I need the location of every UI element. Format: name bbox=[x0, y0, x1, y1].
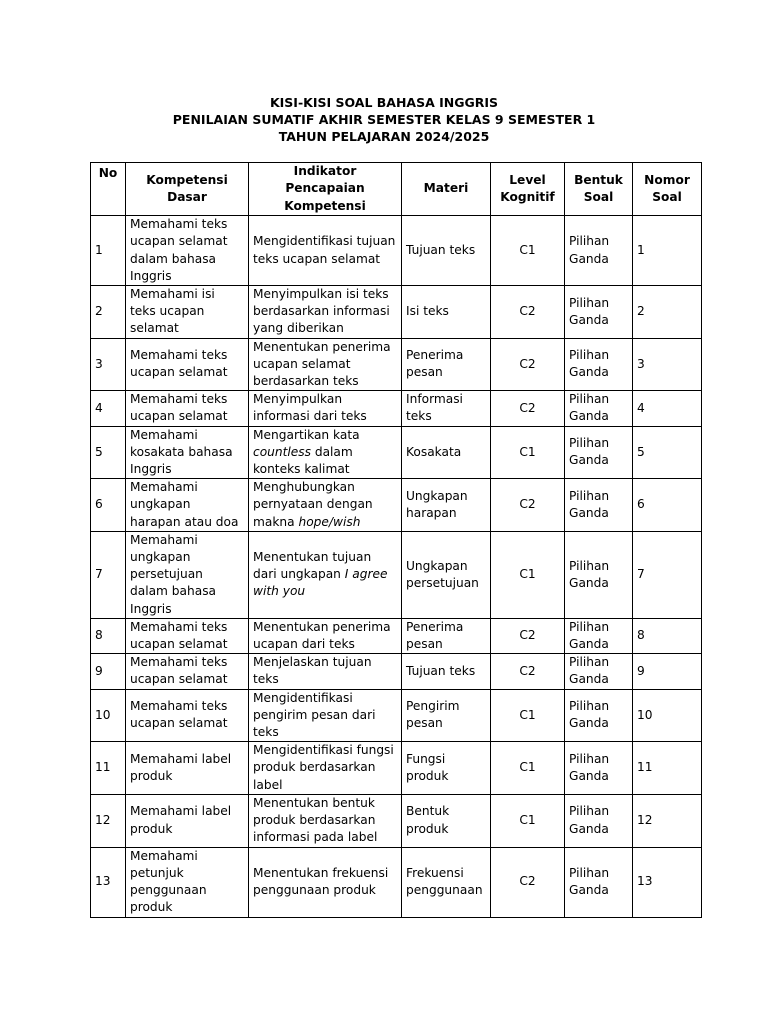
indikator-text: Menentukan penerima ucapan dari teks bbox=[253, 619, 391, 652]
cell-materi: Kosakata bbox=[402, 426, 491, 479]
cell-materi: Ungkapan harapan bbox=[402, 479, 491, 532]
cell-kompetensi-dasar: Memahami label produk bbox=[126, 794, 249, 847]
cell-bentuk-soal: Pilihan Ganda bbox=[565, 479, 633, 532]
cell-nomor-soal: 6 bbox=[633, 479, 702, 532]
cell-nomor-soal: 2 bbox=[633, 286, 702, 339]
cell-indikator bbox=[249, 618, 402, 653]
cell-bentuk-soal: Pilihan Ganda bbox=[565, 426, 633, 479]
header-nomor-soal: Nomor Soal bbox=[633, 163, 702, 216]
cell-nomor-soal: 10 bbox=[633, 689, 702, 742]
cell-nomor-soal: 9 bbox=[633, 654, 702, 689]
table-row bbox=[91, 338, 702, 391]
header-row bbox=[91, 163, 702, 216]
cell-indikator bbox=[249, 742, 402, 795]
cell-indikator bbox=[249, 216, 402, 286]
cell-no: 9 bbox=[91, 654, 126, 689]
table-row bbox=[91, 426, 702, 479]
cell-level-kognitif: C1 bbox=[491, 689, 565, 742]
cell-indikator bbox=[249, 531, 402, 618]
table-row bbox=[91, 391, 702, 426]
cell-level-kognitif: C2 bbox=[491, 618, 565, 653]
table-row bbox=[91, 794, 702, 847]
indikator-text: Menjelaskan tujuan teks bbox=[253, 655, 372, 687]
cell-materi: Tujuan teks bbox=[402, 654, 491, 689]
header-indikator: Indikator Pencapaian Kompetensi bbox=[249, 163, 402, 216]
cell-bentuk-soal: Pilihan Ganda bbox=[565, 618, 633, 653]
indikator-text: Menyimpulkan isi teks berdasarkan informasi yang diberikan bbox=[253, 287, 390, 336]
header-bentuk-soal: Bentuk Soal bbox=[565, 163, 633, 216]
cell-no: 10 bbox=[91, 689, 126, 742]
cell-kompetensi-dasar: Memahami label produk bbox=[126, 742, 249, 795]
header-no: No bbox=[91, 163, 126, 216]
cell-level-kognitif: C2 bbox=[491, 479, 565, 532]
cell-bentuk-soal: Pilihan Ganda bbox=[565, 531, 633, 618]
indikator-text: Mengidentifikasi pengirim pesan dari teks bbox=[253, 690, 376, 740]
cell-bentuk-soal: Pilihan Ganda bbox=[565, 391, 633, 426]
cell-no: 8 bbox=[91, 618, 126, 653]
cell-bentuk-soal: Pilihan Ganda bbox=[565, 338, 633, 391]
cell-level-kognitif: C2 bbox=[491, 286, 565, 339]
cell-indikator bbox=[249, 689, 402, 742]
cell-kompetensi-dasar: Memahami teks ucapan selamat bbox=[126, 689, 249, 742]
cell-kompetensi-dasar: Memahami ungkapan persetujuan dalam bahasa Inggris bbox=[126, 531, 249, 618]
indikator-text: Mengidentifikasi fungsi produk berdasarkan label bbox=[253, 743, 394, 792]
cell-kompetensi-dasar: Memahami teks ucapan selamat bbox=[126, 654, 249, 689]
cell-nomor-soal: 5 bbox=[633, 426, 702, 479]
cell-nomor-soal: 3 bbox=[633, 338, 702, 391]
title-line-3: TAHUN PELAJARAN 2024/2025 bbox=[278, 129, 490, 144]
indikator-text: Menghubungkan pernyataan dengan makna bbox=[253, 480, 373, 529]
cell-level-kognitif: C2 bbox=[491, 391, 565, 426]
indikator-text: Menentukan penerima ucapan selamat berdasarkan teks bbox=[253, 339, 391, 389]
cell-indikator bbox=[249, 479, 402, 532]
table-body bbox=[91, 216, 702, 918]
cell-no: 7 bbox=[91, 531, 126, 618]
cell-kompetensi-dasar: Memahami teks ucapan selamat bbox=[126, 391, 249, 426]
cell-level-kognitif: C1 bbox=[491, 531, 565, 618]
table-row bbox=[91, 618, 702, 653]
table-row bbox=[91, 742, 702, 795]
cell-nomor-soal: 13 bbox=[633, 847, 702, 917]
cell-nomor-soal: 4 bbox=[633, 391, 702, 426]
cell-bentuk-soal: Pilihan Ganda bbox=[565, 847, 633, 917]
table-row bbox=[91, 216, 702, 286]
cell-no: 5 bbox=[91, 426, 126, 479]
cell-nomor-soal: 8 bbox=[633, 618, 702, 653]
cell-materi: Ungkapan persetujuan bbox=[402, 531, 491, 618]
cell-materi: Penerima pesan bbox=[402, 338, 491, 391]
indikator-text: Menentukan tujuan dari ungkapan bbox=[253, 550, 372, 582]
indikator-italic-text: hope/wish bbox=[298, 514, 361, 529]
cell-materi: Frekuensi penggunaan bbox=[402, 847, 491, 917]
cell-no: 11 bbox=[91, 742, 126, 795]
indikator-italic-text: countless bbox=[253, 444, 311, 459]
cell-materi: Bentuk produk bbox=[402, 794, 491, 847]
cell-materi: Isi teks bbox=[402, 286, 491, 339]
cell-materi: Fungsi produk bbox=[402, 742, 491, 795]
cell-indikator bbox=[249, 654, 402, 689]
cell-level-kognitif: C1 bbox=[491, 426, 565, 479]
cell-materi: Informasi teks bbox=[402, 391, 491, 426]
cell-bentuk-soal: Pilihan Ganda bbox=[565, 216, 633, 286]
document-title bbox=[0, 94, 768, 145]
table-row bbox=[91, 531, 702, 618]
cell-kompetensi-dasar: Memahami isi teks ucapan selamat bbox=[126, 286, 249, 339]
cell-bentuk-soal: Pilihan Ganda bbox=[565, 689, 633, 742]
cell-nomor-soal: 7 bbox=[633, 531, 702, 618]
cell-materi: Penerima pesan bbox=[402, 618, 491, 653]
indikator-text: Menentukan frekuensi penggunaan produk bbox=[253, 865, 389, 897]
cell-indikator bbox=[249, 391, 402, 426]
cell-nomor-soal: 1 bbox=[633, 216, 702, 286]
cell-level-kognitif: C2 bbox=[491, 654, 565, 689]
cell-no: 4 bbox=[91, 391, 126, 426]
cell-indikator bbox=[249, 286, 402, 339]
header-materi: Materi bbox=[402, 163, 491, 216]
cell-no: 3 bbox=[91, 338, 126, 391]
table-row bbox=[91, 479, 702, 532]
indikator-text: Mengidentifikasi tujuan teks ucapan selamat bbox=[253, 234, 396, 266]
indikator-text: Menyimpulkan informasi dari teks bbox=[253, 392, 367, 424]
table-row bbox=[91, 286, 702, 339]
cell-kompetensi-dasar: Memahami kosakata bahasa Inggris bbox=[126, 426, 249, 479]
cell-no: 12 bbox=[91, 794, 126, 847]
cell-materi: Pengirim pesan bbox=[402, 689, 491, 742]
indikator-text: Menentukan bentuk produk berdasarkan informasi pada label bbox=[253, 795, 378, 845]
cell-bentuk-soal: Pilihan Ganda bbox=[565, 794, 633, 847]
cell-kompetensi-dasar: Memahami teks ucapan selamat dalam bahasa Inggris bbox=[126, 216, 249, 286]
kisi-kisi-table bbox=[90, 162, 702, 918]
cell-no: 13 bbox=[91, 847, 126, 917]
cell-level-kognitif: C2 bbox=[491, 338, 565, 391]
table-row bbox=[91, 689, 702, 742]
indikator-text-after: dalam konteks kalimat bbox=[253, 444, 353, 477]
cell-indikator bbox=[249, 847, 402, 917]
cell-bentuk-soal: Pilihan Ganda bbox=[565, 742, 633, 795]
cell-indikator bbox=[249, 794, 402, 847]
cell-bentuk-soal: Pilihan Ganda bbox=[565, 286, 633, 339]
cell-materi: Tujuan teks bbox=[402, 216, 491, 286]
cell-kompetensi-dasar: Memahami petunjuk penggunaan produk bbox=[126, 847, 249, 917]
table-row bbox=[91, 654, 702, 689]
cell-level-kognitif: C1 bbox=[491, 742, 565, 795]
cell-indikator bbox=[249, 338, 402, 391]
header-level-kognitif: Level Kognitif bbox=[491, 163, 565, 216]
cell-bentuk-soal: Pilihan Ganda bbox=[565, 654, 633, 689]
cell-level-kognitif: C1 bbox=[491, 794, 565, 847]
cell-kompetensi-dasar: Memahami teks ucapan selamat bbox=[126, 338, 249, 391]
cell-kompetensi-dasar: Memahami teks ucapan selamat bbox=[126, 618, 249, 653]
cell-nomor-soal: 11 bbox=[633, 742, 702, 795]
indikator-italic-text: I agree with you bbox=[253, 567, 388, 599]
cell-no: 1 bbox=[91, 216, 126, 286]
cell-kompetensi-dasar: Memahami ungkapan harapan atau doa bbox=[126, 479, 249, 532]
cell-level-kognitif: C2 bbox=[491, 847, 565, 917]
cell-level-kognitif: C1 bbox=[491, 216, 565, 286]
table-row bbox=[91, 847, 702, 917]
cell-no: 2 bbox=[91, 286, 126, 339]
cell-no: 6 bbox=[91, 479, 126, 532]
cell-nomor-soal: 12 bbox=[633, 794, 702, 847]
title-line-1: KISI-KISI SOAL BAHASA INGGRIS bbox=[269, 95, 499, 110]
cell-indikator bbox=[249, 426, 402, 479]
indikator-text: Mengartikan kata bbox=[253, 427, 360, 442]
header-kompetensi-dasar: Kompetensi Dasar bbox=[126, 163, 249, 216]
title-line-2: PENILAIAN SUMATIF AKHIR SEMESTER KELAS 9 SEMESTER 1 bbox=[172, 112, 596, 127]
